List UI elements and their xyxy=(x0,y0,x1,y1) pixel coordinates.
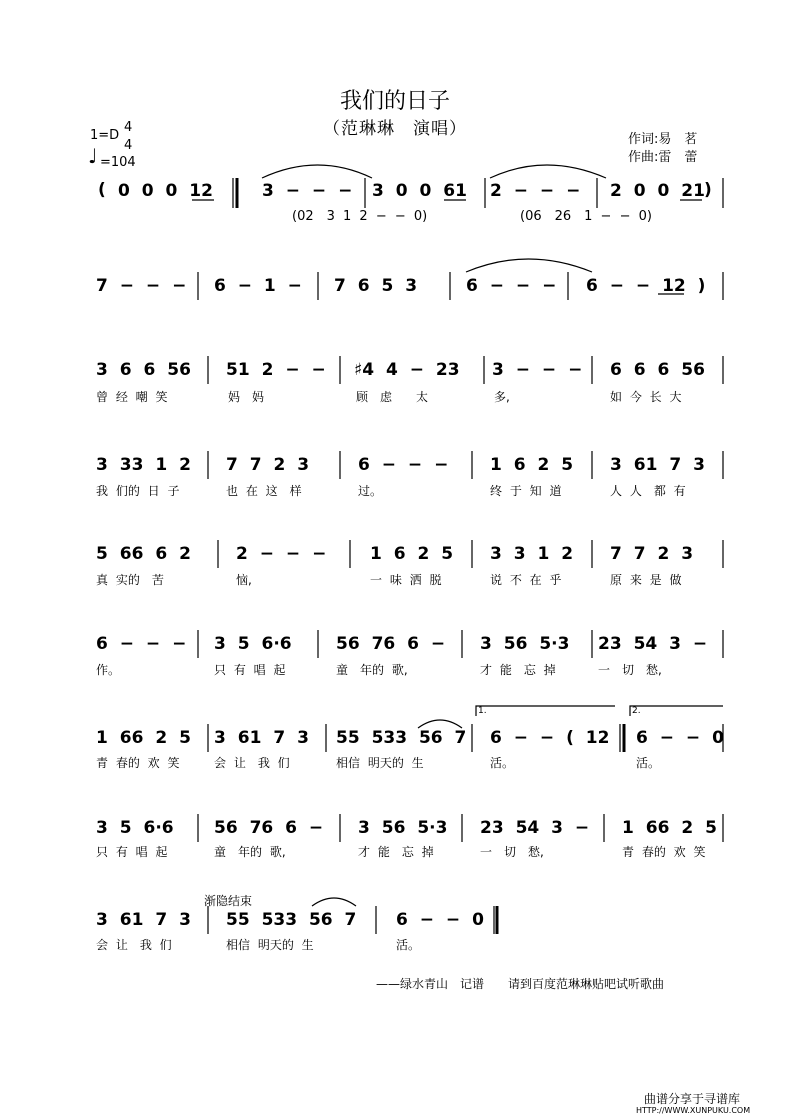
lyric: 也 在 这 样 xyxy=(226,484,302,498)
measure: 23 54 3 − xyxy=(480,818,590,838)
lyric: 作。 xyxy=(96,663,121,677)
sub-voice: (06 26 1 − − 0) xyxy=(520,209,652,224)
measure: 2 0 0 21 xyxy=(610,181,705,201)
measure: 3 61 7 3 xyxy=(610,455,705,475)
measure: 7 7 2 3 xyxy=(610,544,694,564)
measure: 6 − 1 − xyxy=(214,276,302,296)
measure: 3 5 6·6 xyxy=(96,818,174,838)
lyricist: 作词:易 茗 xyxy=(628,132,698,147)
paren-open: ( xyxy=(98,180,106,200)
tempo-marking: =104 xyxy=(100,155,136,170)
composer: 作曲:雷 蕾 xyxy=(628,150,698,165)
lyric: 终 于 知 道 xyxy=(490,484,562,498)
measure: 6 − − 0 xyxy=(396,910,484,930)
lyric: 一 切 愁, xyxy=(480,845,544,859)
key-signature: 1=D xyxy=(90,128,120,143)
lyric: 人 人 都 有 xyxy=(610,484,686,498)
measure: 3 61 7 3 xyxy=(96,910,191,930)
lyric: 活。 xyxy=(636,756,661,770)
transcriber-credit: ——绿水青山 记谱 请到百度范琳琳贴吧试听歌曲 xyxy=(376,977,665,991)
fade-out-mark: 渐隐结束 xyxy=(204,894,253,908)
measure: 1 66 2 5 xyxy=(622,818,717,838)
volta-1: 1. xyxy=(478,706,487,716)
measure: 6 − − ( 12 xyxy=(490,728,610,748)
lyric: 妈 妈 xyxy=(228,390,265,404)
lyric: 如 今 长 大 xyxy=(610,390,682,404)
lyric: 只 有 唱 起 xyxy=(214,663,286,677)
lyric: 青 春的 欢 笑 xyxy=(622,845,706,859)
lyric: 童 年的 歌, xyxy=(336,663,408,677)
lyric: 真 实的 苦 xyxy=(96,573,164,587)
lyric: 才 能 忘 掉 xyxy=(480,663,556,677)
measure: 3 0 0 61 xyxy=(372,181,467,201)
measure: 3 61 7 3 xyxy=(214,728,309,748)
lyric: 会 让 我 们 xyxy=(214,756,290,770)
lyric: 童 年的 歌, xyxy=(214,845,286,859)
measure: 7 − − − xyxy=(96,276,187,296)
measure: 5 66 6 2 xyxy=(96,544,191,564)
lyric: 会 让 我 们 xyxy=(96,938,172,952)
volta-2: 2. xyxy=(632,706,641,716)
sub-voice: (02 3 1 2 − − 0) xyxy=(292,209,428,224)
measure: 3 5 6·6 xyxy=(214,634,292,654)
measure: 3 56 5·3 xyxy=(480,634,570,654)
measure: 2 − − − xyxy=(236,544,327,564)
time-signature-top: 4 xyxy=(124,120,133,135)
measure: 1 6 2 5 xyxy=(370,544,454,564)
measure: 56 76 6 − xyxy=(336,634,446,654)
time-signature-bottom: 4 xyxy=(124,138,133,153)
measure: 7 6 5 3 xyxy=(334,276,418,296)
song-subtitle: （范琳琳 演唱） xyxy=(323,119,467,139)
measure: 23 54 3 − xyxy=(598,634,708,654)
measure: 51 2 − − xyxy=(226,360,326,380)
measure: ♯4 4 − 23 xyxy=(354,360,460,380)
measure: 1 6 2 5 xyxy=(490,455,574,475)
lyric: 过。 xyxy=(358,484,383,498)
measure: 0 0 0 12 xyxy=(118,181,213,201)
paren-close: ) xyxy=(704,180,712,200)
lyric: 青 春的 欢 笑 xyxy=(96,756,180,770)
measure: 6 − − 12 ) xyxy=(586,276,706,296)
lyric: 一 味 洒 脱 xyxy=(370,573,442,587)
measure: 3 − − − xyxy=(262,181,353,201)
measure: 55 533 56 7 xyxy=(226,910,357,930)
measure: 3 3 1 2 xyxy=(490,544,574,564)
measure: 6 6 6 56 xyxy=(610,360,705,380)
lyric: 相信 明天的 生 xyxy=(226,938,314,952)
lyric: 活。 xyxy=(396,938,421,952)
lyric: 多, xyxy=(494,390,510,404)
measure: 6 − − 0 xyxy=(636,728,724,748)
measure: 3 56 5·3 xyxy=(358,818,448,838)
lyric: 曾 经 嘲 笑 xyxy=(96,390,168,404)
song-title: 我们的日子 xyxy=(339,89,450,114)
lyric: 只 有 唱 起 xyxy=(96,845,168,859)
measure: 2 − − − xyxy=(490,181,581,201)
measure: 3 − − − xyxy=(492,360,583,380)
watermark-text: 曲谱分享于寻谱库 xyxy=(644,1092,741,1106)
measure: 55 533 56 7 xyxy=(336,728,467,748)
measure: 3 6 6 56 xyxy=(96,360,191,380)
lyric: 才 能 忘 掉 xyxy=(358,845,434,859)
lyric: 一 切 愁, xyxy=(598,663,662,677)
measure: 1 66 2 5 xyxy=(96,728,191,748)
lyric: 顾 虑 太 xyxy=(356,390,429,404)
measure: 6 − − − xyxy=(358,455,449,475)
lyric: 相信 明天的 生 xyxy=(336,756,424,770)
measure: 6 − − − xyxy=(466,276,557,296)
lyric: 活。 xyxy=(490,756,515,770)
watermark-url[interactable]: HTTP://WWW.XUNPUKU.COM xyxy=(636,1106,751,1115)
lyric: 说 不 在 乎 xyxy=(490,573,562,587)
measure: 3 33 1 2 xyxy=(96,455,191,475)
measure: 7 7 2 3 xyxy=(226,455,310,475)
measure: 6 − − − xyxy=(96,634,187,654)
lyric: 恼, xyxy=(236,573,252,587)
lyric: 我 们的 日 子 xyxy=(96,484,180,498)
quarter-note-icon: ♩ xyxy=(88,144,98,168)
measure: 56 76 6 − xyxy=(214,818,324,838)
lyric: 原 来 是 做 xyxy=(610,573,682,587)
